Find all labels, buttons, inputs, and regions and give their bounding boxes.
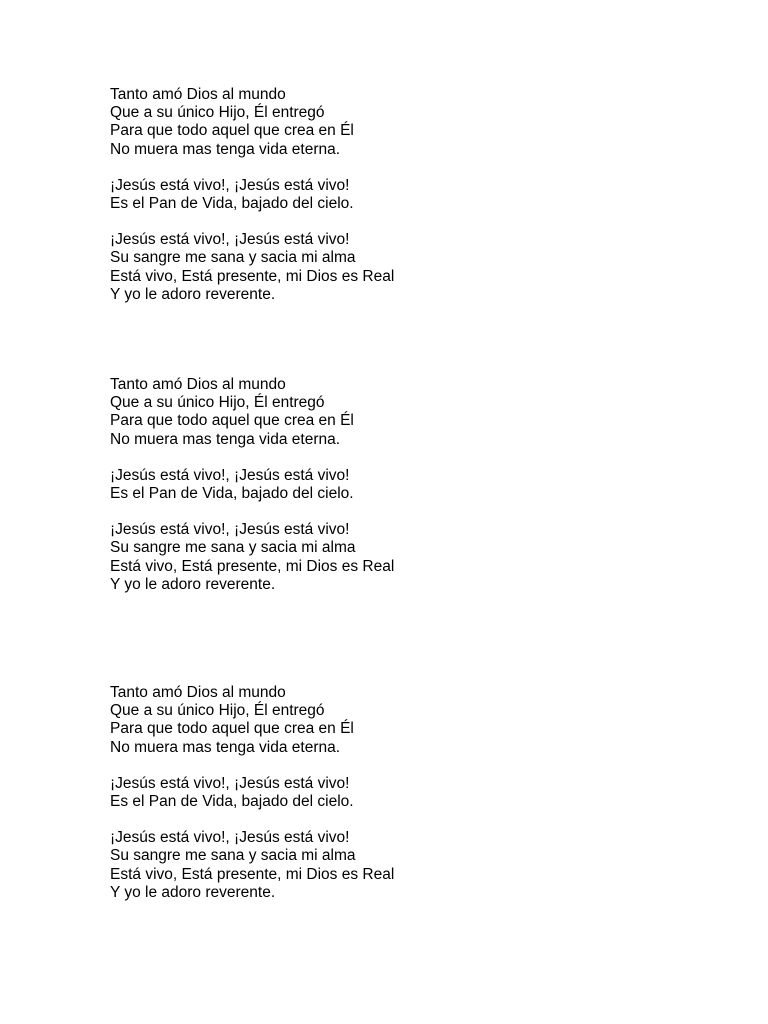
lyric-line: No muera mas tenga vida eterna. xyxy=(110,430,341,448)
lyric-line: ¡Jesús está vivo!, ¡Jesús está vivo! xyxy=(110,829,350,847)
stanza xyxy=(110,86,670,159)
stanza xyxy=(110,231,670,304)
lyric-line: Tanto amó Dios al mundo xyxy=(110,86,286,103)
lyric-line: Tanto amó Dios al mundo xyxy=(110,376,286,393)
lyric-line: Es el Pan de Vida, bajado del cielo. xyxy=(110,485,354,503)
lyric-line: Para que todo aquel que crea en Él xyxy=(110,412,354,430)
lyric-line: Está vivo, Está presente, mi Dios es Real xyxy=(110,865,395,883)
lyric-line: Es el Pan de Vida, bajado del cielo. xyxy=(110,195,354,213)
lyric-line: ¡Jesús está vivo!, ¡Jesús está vivo! xyxy=(110,774,350,792)
lyrics-copy-1 xyxy=(110,86,670,322)
lyric-line: Y yo le adoro reverente. xyxy=(110,575,276,593)
lyric-line: Tanto amó Dios al mundo xyxy=(110,684,286,701)
lyric-line: Es el Pan de Vida, bajado del cielo. xyxy=(110,793,354,811)
lyric-line: No muera mas tenga vida eterna. xyxy=(110,738,341,756)
stanza xyxy=(110,775,670,811)
stanza xyxy=(110,829,670,902)
lyric-line: Su sangre me sana y sacia mi alma xyxy=(110,249,356,267)
lyric-line: Y yo le adoro reverente. xyxy=(110,285,276,303)
lyrics-copy-2 xyxy=(110,376,670,612)
lyric-line: Y yo le adoro reverente. xyxy=(110,883,276,901)
lyric-line: ¡Jesús está vivo!, ¡Jesús está vivo! xyxy=(110,176,350,194)
stanza xyxy=(110,521,670,594)
stanza xyxy=(110,177,670,213)
lyrics-copy-3 xyxy=(110,684,670,920)
lyric-line: Que a su único Hijo, Él entregó xyxy=(110,702,325,720)
lyric-line: Su sangre me sana y sacia mi alma xyxy=(110,539,356,557)
lyric-line: ¡Jesús está vivo!, ¡Jesús está vivo! xyxy=(110,231,350,249)
lyric-line: No muera mas tenga vida eterna. xyxy=(110,140,341,158)
lyric-line: Está vivo, Está presente, mi Dios es Real xyxy=(110,557,395,575)
lyric-line: Que a su único Hijo, Él entregó xyxy=(110,104,325,122)
lyric-line: ¡Jesús está vivo!, ¡Jesús está vivo! xyxy=(110,466,350,484)
lyric-line: Que a su único Hijo, Él entregó xyxy=(110,394,325,412)
stanza xyxy=(110,467,670,503)
lyric-line: ¡Jesús está vivo!, ¡Jesús está vivo! xyxy=(110,521,350,539)
lyric-line: Su sangre me sana y sacia mi alma xyxy=(110,847,356,865)
lyric-line: Para que todo aquel que crea en Él xyxy=(110,122,354,140)
stanza xyxy=(110,684,670,757)
stanza xyxy=(110,376,670,449)
lyric-line: Está vivo, Está presente, mi Dios es Real xyxy=(110,267,395,285)
lyric-line: Para que todo aquel que crea en Él xyxy=(110,720,354,738)
